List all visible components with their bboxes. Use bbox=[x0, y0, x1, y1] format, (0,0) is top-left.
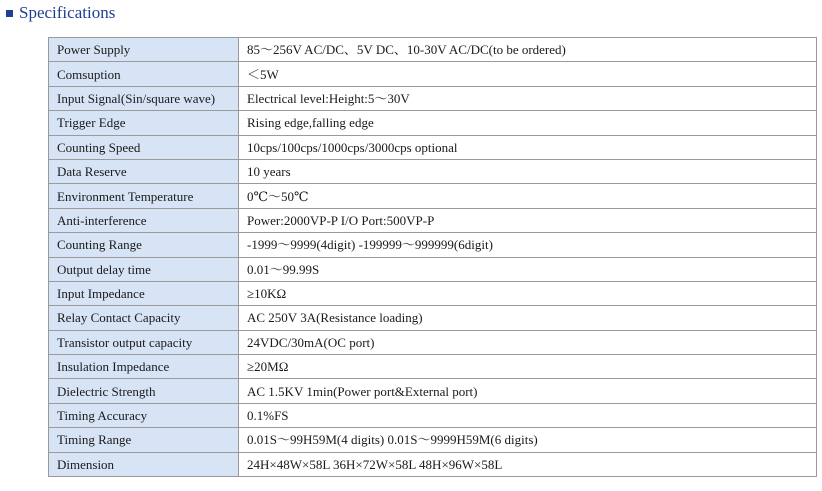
spec-row bbox=[49, 38, 817, 62]
section-heading bbox=[6, 2, 115, 24]
spec-value: Electrical level:Height:5～30V bbox=[239, 86, 817, 110]
spec-label: Data Reserve bbox=[49, 159, 239, 183]
spec-value: 24VDC/30mA(OC port) bbox=[239, 330, 817, 354]
spec-row bbox=[49, 159, 817, 183]
spec-row bbox=[49, 184, 817, 208]
spec-label: Dielectric Strength bbox=[49, 379, 239, 403]
spec-row bbox=[49, 428, 817, 452]
spec-row bbox=[49, 135, 817, 159]
spec-value: AC 1.5KV 1min(Power port&External port) bbox=[239, 379, 817, 403]
spec-label: Counting Range bbox=[49, 233, 239, 257]
spec-value: ≥10KΩ bbox=[239, 281, 817, 305]
spec-label: Comsuption bbox=[49, 62, 239, 86]
spec-value: -1999～9999(4digit) -199999～999999(6digit) bbox=[239, 233, 817, 257]
specifications-table-body bbox=[49, 38, 817, 477]
spec-value: 0.01～99.99S bbox=[239, 257, 817, 281]
spec-label: Output delay time bbox=[49, 257, 239, 281]
spec-value: ＜5W bbox=[239, 62, 817, 86]
spec-row bbox=[49, 281, 817, 305]
spec-value: 0.01S～99H59M(4 digits) 0.01S～9999H59M(6 digits) bbox=[239, 428, 817, 452]
spec-value: Power:2000VP-P I/O Port:500VP-P bbox=[239, 208, 817, 232]
spec-label: Anti-interference bbox=[49, 208, 239, 232]
spec-label: Insulation Impedance bbox=[49, 355, 239, 379]
spec-value: 24H×48W×58L 36H×72W×58L 48H×96W×58L bbox=[239, 452, 817, 476]
spec-label: Power Supply bbox=[49, 38, 239, 62]
spec-label: Environment Temperature bbox=[49, 184, 239, 208]
spec-row bbox=[49, 86, 817, 110]
spec-value: 10cps/100cps/1000cps/3000cps optional bbox=[239, 135, 817, 159]
specifications-table bbox=[48, 37, 817, 477]
spec-value: 0.1%FS bbox=[239, 403, 817, 427]
spec-label: Relay Contact Capacity bbox=[49, 306, 239, 330]
spec-value: ≥20MΩ bbox=[239, 355, 817, 379]
spec-label: Transistor output capacity bbox=[49, 330, 239, 354]
spec-row bbox=[49, 379, 817, 403]
section-title: Specifications bbox=[19, 3, 116, 22]
spec-value: 0℃～50℃ bbox=[239, 184, 817, 208]
spec-row bbox=[49, 257, 817, 281]
spec-row bbox=[49, 62, 817, 86]
spec-row bbox=[49, 355, 817, 379]
spec-value: 10 years bbox=[239, 159, 817, 183]
spec-row bbox=[49, 111, 817, 135]
spec-label: Input Signal(Sin/square wave) bbox=[49, 86, 239, 110]
spec-label: Counting Speed bbox=[49, 135, 239, 159]
spec-row bbox=[49, 330, 817, 354]
spec-row bbox=[49, 208, 817, 232]
spec-row bbox=[49, 452, 817, 476]
spec-row bbox=[49, 233, 817, 257]
square-bullet-icon bbox=[6, 10, 13, 17]
spec-value: 85～256V AC/DC、5V DC、10-30V AC/DC(to be ordered) bbox=[239, 38, 817, 62]
spec-label: Input Impedance bbox=[49, 281, 239, 305]
spec-value: AC 250V 3A(Resistance loading) bbox=[239, 306, 817, 330]
spec-label: Timing Range bbox=[49, 428, 239, 452]
spec-row bbox=[49, 306, 817, 330]
spec-label: Dimension bbox=[49, 452, 239, 476]
spec-label: Trigger Edge bbox=[49, 111, 239, 135]
spec-value: Rising edge,falling edge bbox=[239, 111, 817, 135]
spec-label: Timing Accuracy bbox=[49, 403, 239, 427]
spec-row bbox=[49, 403, 817, 427]
